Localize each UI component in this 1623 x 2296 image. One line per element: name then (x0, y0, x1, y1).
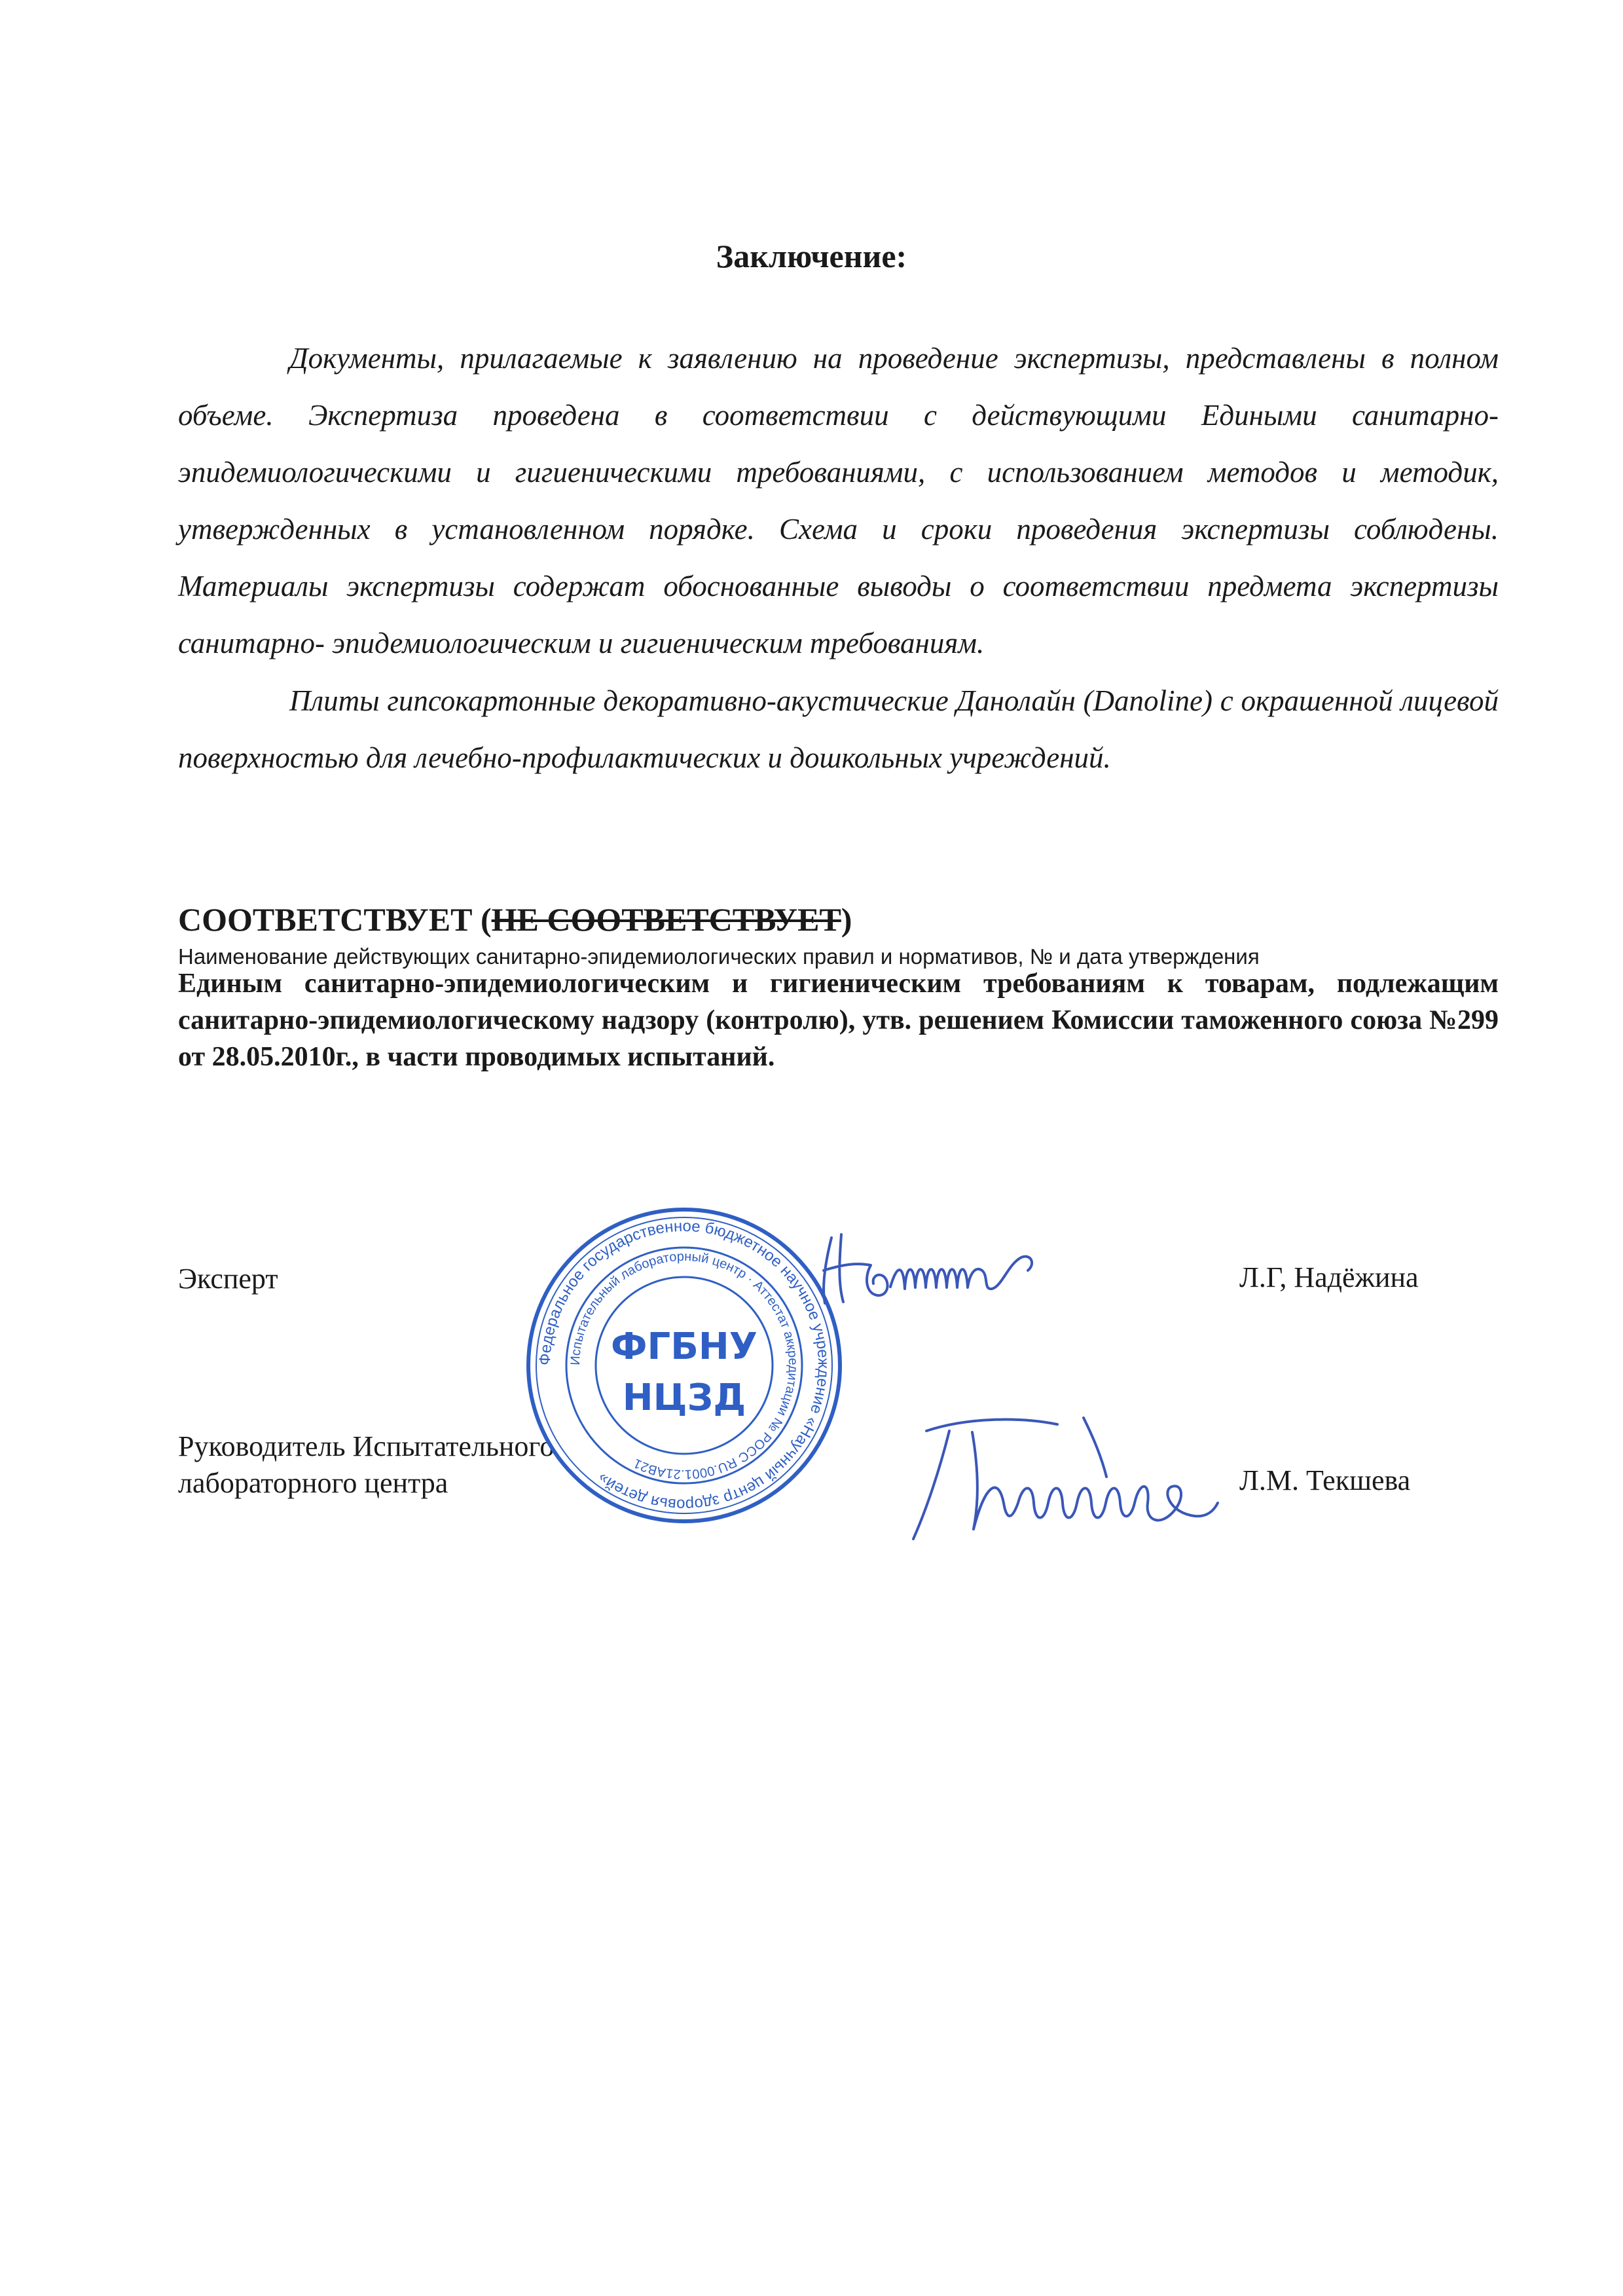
stamp-outer-text: Федеральное государственное бюджетное научное учреждение «Научный центр здоровья детей» (536, 1217, 833, 1514)
head-label-line2: лабораторного центра (178, 1467, 448, 1499)
verdict-close-paren: ) (841, 901, 852, 938)
stamp-center-line2: НЦЗД (622, 1377, 746, 1419)
verdict-line (178, 900, 852, 938)
document-title: Заключение: (716, 238, 907, 274)
head-name: Л.М. Текшева (1239, 1464, 1411, 1496)
product-description (178, 673, 1499, 787)
conclusion-paragraph-text: Документы, прилагаемые к заявлению на проведение экспертизы, представлены в полном объеме. Экспертиза проведена в соответствии с действующими Едиными санитарно-эпидемиологическими и гигиеническими требованиями, с использованием методов и методик, утвержденных в установленном порядке. Схема и сроки проведения экспертизы соблюдены. Материалы экспертизы содержат обоснованные выводы о соответствии предмета экспертизы санитарно- эпидемиологическим и гигиеническим требованиям. (178, 342, 1499, 659)
stamp-center-line1: ФГБНУ (611, 1325, 757, 1368)
norms-caption: Наименование действующих санитарно-эпидемиологических правил и нормативов, № и дата утверждения (178, 944, 1260, 969)
organization-stamp (520, 1202, 848, 1529)
expert-name: Л.Г, Надёжина (1239, 1261, 1419, 1293)
expert-signature (805, 1225, 1061, 1316)
expert-label: Эксперт (178, 1263, 278, 1295)
verdict-open-paren: ( (480, 901, 492, 938)
conclusion-paragraph (178, 330, 1499, 672)
head-label-line1: Руководитель Испытательного (178, 1430, 555, 1462)
norms-text: Единым санитарно-эпидемиологическим и гигиеническим требованиям к товарам, подлежащим санитарно-эпидемиологическому надзору (контролю), утв. решением Комиссии таможенного союза №299 от 28.05.2010г., в части проводимых испытаний. (178, 969, 1499, 1072)
head-signature (887, 1405, 1228, 1555)
verdict-struck-option: НЕ СООТВЕТСТВУЕТ (491, 901, 841, 938)
head-label (178, 1428, 554, 1502)
stamp-inner-text: Испытательный лабораторный центр · Аттестат аккредитации № РОСС RU.0001.21АВ21 (568, 1249, 801, 1482)
product-description-text: Плиты гипсокартонные декоративно-акустические Данолайн (Danoline) с окрашенной лицевой поверхностью для лечебно-профилактических и дошкольных учреждений. (178, 684, 1499, 774)
verdict-selected: СООТВЕТСТВУЕТ (178, 901, 473, 938)
